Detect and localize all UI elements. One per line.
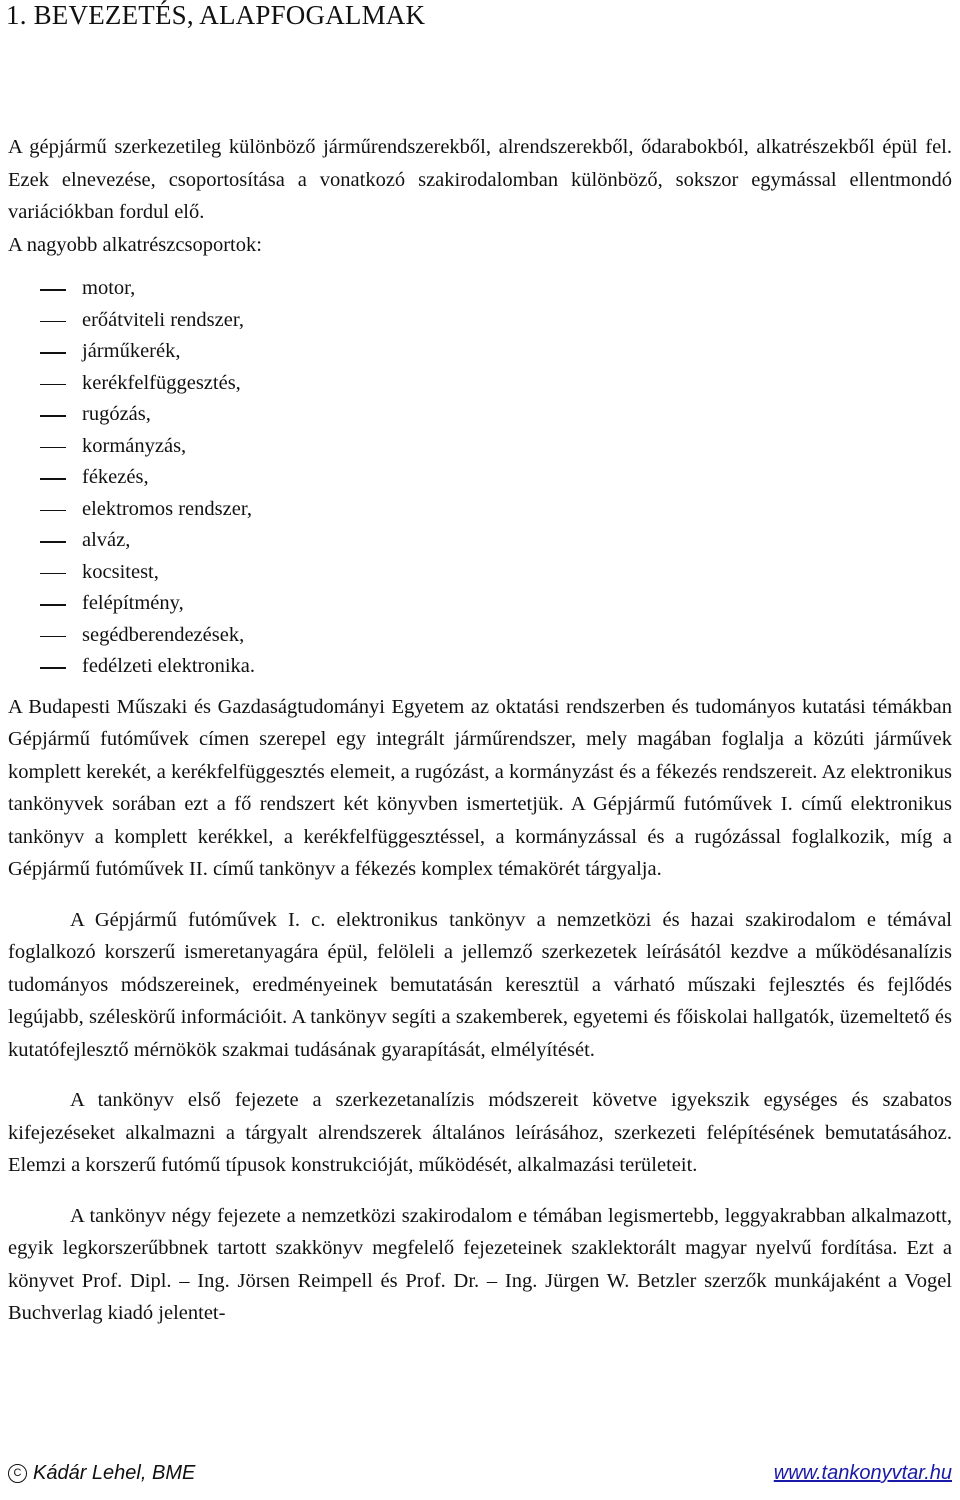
dash-bullet-icon bbox=[40, 604, 66, 606]
dash-bullet-icon bbox=[40, 352, 66, 354]
list-item: elektromos rendszer, bbox=[8, 494, 952, 526]
dash-bullet-icon bbox=[40, 384, 66, 386]
footer-link[interactable]: www.tankonyvtar.hu bbox=[773, 1462, 952, 1484]
dash-bullet-icon bbox=[40, 636, 66, 638]
page-title: 1. BEVEZETÉS, ALAPFOGALMAK bbox=[6, 0, 426, 30]
intro-paragraph: A gépjármű szerkezetileg különböző járműrendszerekből, alrendszerekből, ődarabokból, alkatrészekből épül fel. Ezek elnevezése, csoportosítása a vonatkozó szakirodalomban különböző, sokszor egymással ellentmondó variációkban fordul elő. bbox=[8, 136, 952, 223]
list-item: felépítmény, bbox=[8, 588, 952, 620]
list-item: segédberendezések, bbox=[8, 620, 952, 652]
component-group-list bbox=[8, 273, 952, 683]
list-item: rugózás, bbox=[8, 399, 952, 431]
dash-bullet-icon bbox=[40, 415, 66, 417]
list-item: kocsitest, bbox=[8, 557, 952, 589]
list-item: fékezés, bbox=[8, 462, 952, 494]
dash-bullet-icon bbox=[40, 321, 66, 323]
dash-bullet-icon bbox=[40, 573, 66, 575]
body-paragraph-1: A Budapesti Műszaki és Gazdaságtudományi Egyetem az oktatási rendszerben és tudományos kutatási témákban Gépjármű futóművek címen szerepel egy integrált járműrendszer, mely magában foglalja a közúti járművek komplett kerekét, a kerékfelfüggesztés elemeit, a rugózást, a kormányzást és a fékezés rendszereit. Az elektronikus tankönyvek sorában ezt a fő rendszert két könyvben ismertetjük. A Gépjármű futóművek I. című elektronikus tankönyv a komplett kerékkel, a kerékfelfüggesztéssel, a kormányzással és a rugózással foglalkozik, míg a Gépjármű futóművek II. című tankönyv a fékezés komplex témakörét tárgyalja. bbox=[8, 695, 952, 880]
author-name: Kádár Lehel, BME bbox=[33, 1462, 196, 1484]
dash-bullet-icon bbox=[40, 510, 66, 512]
body-paragraph-4: A tankönyv négy fejezete a nemzetközi szakirodalom e témában legismertebb, leggyakrabban alkalmazott, egyik legkorszerűbbnek tartott szakkönyv megfelelő fejezeteinek szaklektorált magyar nyelvű fordítása. Ezt a könyvet Prof. Dipl. – Ing. Jörsen Reimpell és Prof. Dr. – Ing. Jürgen W. Betzler szerzők munkájaként a Vogel Buchverlag kiadó jelentet- bbox=[8, 1204, 952, 1324]
footer-author bbox=[8, 1462, 195, 1485]
body-paragraph-3: A tankönyv első fejezete a szerkezetanalízis módszereit követve igyekszik egységes és szabatos kifejezéseket alkalmazni a tárgyalt alrendszerek általános leírásához, szerkezeti felépítésének bemutatásához. Elemzi a korszerű futómű típusok konstrukcióját, működését, alkalmazási területeit. bbox=[8, 1089, 952, 1176]
document-body bbox=[8, 131, 952, 1330]
dash-bullet-icon bbox=[40, 447, 66, 449]
list-item: járműkerék, bbox=[8, 336, 952, 368]
page-footer bbox=[8, 1462, 952, 1485]
list-item: erőátviteli rendszer, bbox=[8, 305, 952, 337]
dash-bullet-icon bbox=[40, 667, 66, 669]
list-item: kormányzás, bbox=[8, 431, 952, 463]
dash-bullet-icon bbox=[40, 541, 66, 543]
list-item: motor, bbox=[8, 273, 952, 305]
dash-bullet-icon bbox=[40, 289, 66, 291]
list-item: alváz, bbox=[8, 525, 952, 557]
list-lead: A nagyobb alkatrészcsoportok: bbox=[8, 233, 262, 256]
copyright-icon: C bbox=[8, 1464, 27, 1483]
dash-bullet-icon bbox=[40, 478, 66, 480]
list-item: kerékfelfüggesztés, bbox=[8, 368, 952, 400]
list-item: fedélzeti elektronika. bbox=[8, 651, 952, 683]
body-paragraph-2: A Gépjármű futóművek I. c. elektronikus tankönyv a nemzetközi és hazai szakirodalom e témával foglalkozó korszerű ismeretanyagára épül, felöleli a jellemző szerkezetek leírásától kezdve a működésanalízis tudományos módszereinek, eredményeinek bemutatásán keresztül a várható műszaki fejlesztés és fejlődés legújabb, széleskörű információit. A tankönyv segíti a szakemberek, egyetemi és főiskolai hallgatók, üzemeltető és kutatófejlesztő mérnökök szakmai tudásának gyarapítását, elmélyítését. bbox=[8, 908, 952, 1061]
